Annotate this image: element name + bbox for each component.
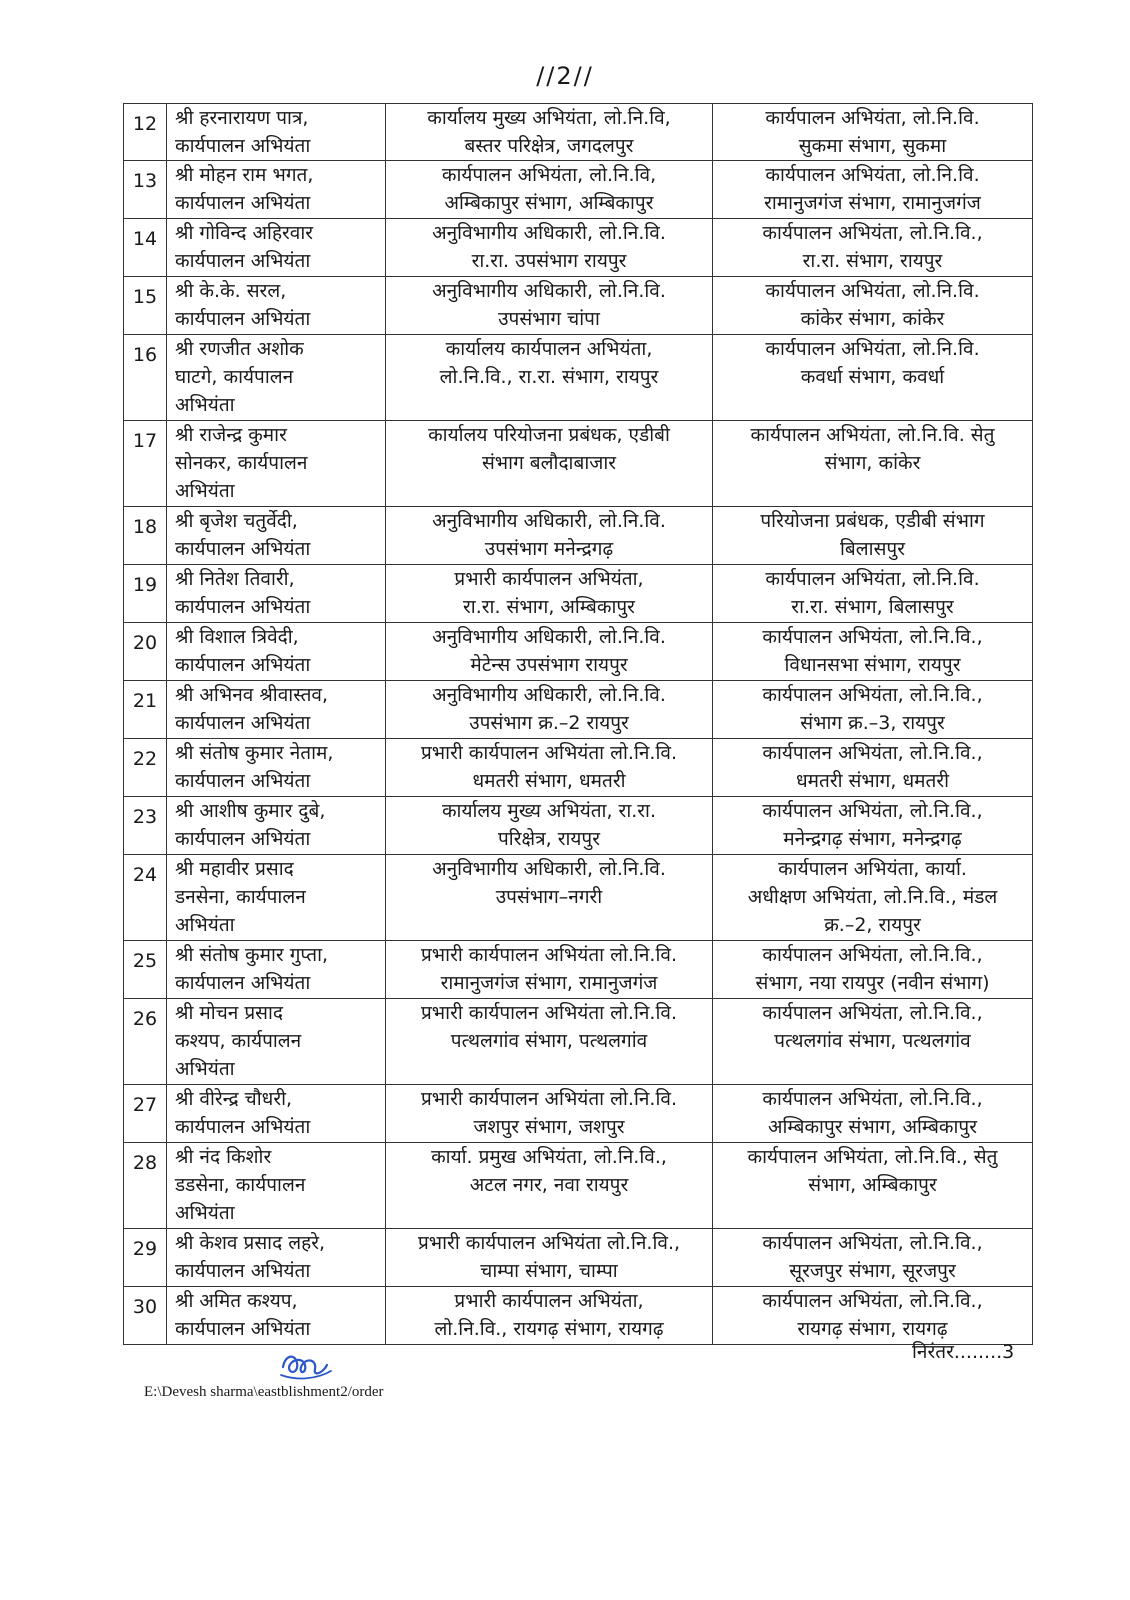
cell-text-line: अनुविभागीय अधिकारी, लो.नि.वि. (432, 626, 666, 648)
officer-name-cell (167, 277, 386, 335)
cell-text-line: कार्यपालन अभियंता, लो.नि.वि. (765, 568, 980, 590)
table-body (124, 104, 1033, 1345)
cell-text-line: उपसंभाग मनेन्द्रगढ़ (484, 538, 614, 560)
new-posting-cell (713, 1143, 1033, 1229)
cell-text-line: अभियंता (175, 394, 235, 416)
table-row (124, 1143, 1033, 1229)
cell-text-line: विधानसभा संभाग, रायपुर (784, 654, 961, 676)
cell-text-line: रा.रा. संभाग, बिलासपुर (791, 596, 954, 618)
cell-text-line: कार्यपालन अभियंता, लो.नि.वि., (762, 1088, 983, 1110)
cell-text-line: कार्यपालन अभियंता (175, 1318, 311, 1340)
table-row (124, 219, 1033, 277)
cell-text-line: श्री संतोष कुमार गुप्ता, (175, 944, 329, 966)
serial-number-cell: 20 (124, 623, 167, 681)
cell-text-line: पत्थलगांव संभाग, पत्थलगांव (774, 1030, 971, 1052)
page-number: //2// (536, 62, 594, 90)
table-row (124, 277, 1033, 335)
serial-number-cell: 29 (124, 1229, 167, 1287)
serial-number-cell: 24 (124, 855, 167, 941)
signature-icon (277, 1345, 337, 1385)
cell-text-line: श्री संतोष कुमार नेताम, (175, 742, 334, 764)
cell-text-line: धमतरी संभाग, धमतरी (795, 770, 950, 792)
new-posting-cell (713, 421, 1033, 507)
cell-text-line: प्रभारी कार्यपालन अभियंता लो.नि.वि. (420, 1088, 677, 1110)
new-posting-cell (713, 565, 1033, 623)
current-posting-cell (386, 219, 713, 277)
officer-name-cell (167, 797, 386, 855)
current-posting-cell (386, 1143, 713, 1229)
cell-text-line: कार्यपालन अभियंता (175, 712, 311, 734)
officer-name-cell (167, 507, 386, 565)
cell-text-line: कार्यपालन अभियंता, लो.नि.वि. (765, 107, 980, 129)
cell-text-line: प्रभारी कार्यपालन अभियंता लो.नि.वि. (420, 742, 677, 764)
cell-text-line: धमतरी संभाग, धमतरी (472, 770, 626, 792)
serial-number-cell: 21 (124, 681, 167, 739)
current-posting-cell (386, 855, 713, 941)
cell-text-line: अनुविभागीय अधिकारी, लो.नि.वि. (432, 858, 666, 880)
table-row (124, 104, 1033, 161)
table-row (124, 797, 1033, 855)
officer-name-cell (167, 739, 386, 797)
serial-number-cell: 15 (124, 277, 167, 335)
cell-text-line: घाटगे, कार्यपालन (175, 366, 294, 388)
cell-text-line: कार्यपालन अभियंता, लो.नि.वि., सेतु (747, 1146, 998, 1168)
current-posting-cell (386, 104, 713, 161)
cell-text-line: कार्यपालन अभियंता, लो.नि.वि., (762, 800, 983, 822)
cell-text-line: अनुविभागीय अधिकारी, लो.नि.वि. (432, 684, 666, 706)
cell-text-line: अभियंता (175, 1058, 235, 1080)
cell-text-line: श्री बृजेश चतुर्वेदी, (175, 510, 298, 532)
cell-text-line: श्री हरनारायण पात्र, (175, 107, 309, 129)
cell-text-line: प्रभारी कार्यपालन अभियंता लो.नि.वि., (417, 1232, 681, 1254)
cell-text-line: अम्बिकापुर संभाग, अम्बिकापुर (444, 192, 654, 214)
cell-text-line: कार्यपालन अभियंता (175, 828, 311, 850)
new-posting-cell (713, 1229, 1033, 1287)
cell-text-line: पत्थलगांव संभाग, पत्थलगांव (450, 1030, 648, 1052)
serial-number-cell: 12 (124, 104, 167, 161)
serial-number-cell: 26 (124, 999, 167, 1085)
table-row (124, 335, 1033, 421)
current-posting-cell (386, 999, 713, 1085)
cell-text-line: परियोजना प्रबंधक, एडीबी संभाग (760, 510, 985, 532)
serial-number-cell: 13 (124, 161, 167, 219)
cell-text-line: कार्यपालन अभियंता (175, 192, 311, 214)
cell-text-line: कार्यालय परियोजना प्रबंधक, एडीबी (428, 424, 670, 446)
cell-text-line: कार्यपालन अभियंता, लो.नि.वि., (762, 222, 983, 244)
cell-text-line: श्री विशाल त्रिवेदी, (175, 626, 299, 648)
cell-text-line: रा.रा. उपसंभाग रायपुर (471, 250, 627, 272)
cell-text-line: प्रभारी कार्यपालन अभियंता लो.नि.वि. (420, 944, 677, 966)
cell-text-line: श्री अमित कश्यप, (175, 1290, 298, 1312)
serial-number-cell: 28 (124, 1143, 167, 1229)
cell-text-line: कार्यपालन अभियंता, कार्या. (778, 858, 967, 880)
officer-name-cell (167, 219, 386, 277)
current-posting-cell (386, 941, 713, 999)
cell-text-line: रा.रा. संभाग, रायपुर (802, 250, 943, 272)
current-posting-cell (386, 565, 713, 623)
cell-text-line: कार्यपालन अभियंता, लो.नि.वि., (762, 1290, 983, 1312)
officer-name-cell (167, 565, 386, 623)
new-posting-cell (713, 681, 1033, 739)
cell-text-line: संभाग, नया रायपुर (नवीन संभाग) (755, 972, 990, 994)
new-posting-cell (713, 1085, 1033, 1143)
cell-text-line: रा.रा. संभाग, अम्बिकापुर (463, 596, 635, 618)
cell-text-line: बिलासपुर (840, 538, 905, 560)
cell-text-line: कार्यपालन अभियंता (175, 308, 311, 330)
cell-text-line: संभाग, अम्बिकापुर (808, 1174, 937, 1196)
cell-text-line: अभियंता (175, 1202, 235, 1224)
cell-text-line: कार्यालय मुख्य अभियंता, लो.नि.वि, (427, 107, 671, 129)
cell-text-line: कार्यपालन अभियंता, लो.नि.वि., (762, 1232, 983, 1254)
table-row (124, 739, 1033, 797)
cell-text-line: श्री नंद किशोर (175, 1146, 272, 1168)
cell-text-line: कार्यपालन अभियंता, लो.नि.वि. सेतु (750, 424, 995, 446)
officer-name-cell (167, 855, 386, 941)
table-row (124, 941, 1033, 999)
cell-text-line: परिक्षेत्र, रायपुर (498, 828, 600, 850)
cell-text-line: क्र.–2, रायपुर (824, 914, 921, 936)
cell-text-line: अधीक्षण अभियंता, लो.नि.वि., मंडल (747, 886, 998, 908)
cell-text-line: मनेन्द्रगढ़ संभाग, मनेन्द्रगढ़ (783, 828, 962, 850)
table-row (124, 855, 1033, 941)
officer-name-cell (167, 1287, 386, 1345)
officer-name-cell (167, 1143, 386, 1229)
cell-text-line: श्री राजेन्द्र कुमार (175, 424, 287, 446)
new-posting-cell (713, 941, 1033, 999)
cell-text-line: श्री गोविन्द अहिरवार (175, 222, 314, 244)
new-posting-cell (713, 999, 1033, 1085)
cell-text-line: प्रभारी कार्यपालन अभियंता, (454, 1290, 644, 1312)
cell-text-line: कार्यपालन अभियंता, लो.नि.वि., (762, 742, 983, 764)
new-posting-cell (713, 219, 1033, 277)
cell-text-line: उपसंभाग चांपा (498, 308, 600, 330)
current-posting-cell (386, 623, 713, 681)
table-row (124, 565, 1033, 623)
cell-text-line: कार्यपालन अभियंता, लो.नि.वि, (441, 164, 657, 186)
cell-text-line: प्रभारी कार्यपालन अभियंता, (454, 568, 644, 590)
cell-text-line: श्री वीरेन्द्र चौधरी, (175, 1088, 293, 1110)
cell-text-line: कार्यपालन अभियंता (175, 135, 311, 157)
current-posting-cell (386, 421, 713, 507)
cell-text-line: श्री अभिनव श्रीवास्तव, (175, 684, 329, 706)
cell-text-line: कश्यप, कार्यपालन (175, 1030, 302, 1052)
new-posting-cell (713, 855, 1033, 941)
current-posting-cell (386, 681, 713, 739)
current-posting-cell (386, 1287, 713, 1345)
cell-text-line: श्री के.के. सरल, (175, 280, 287, 302)
cell-text-line: रामानुजगंज संभाग, रामानुजगंज (764, 192, 981, 214)
cell-text-line: सोनकर, कार्यपालन (175, 452, 308, 474)
new-posting-cell (713, 797, 1033, 855)
cell-text-line: संभाग बलौदाबाजार (481, 452, 617, 474)
officer-name-cell (167, 681, 386, 739)
current-posting-cell (386, 161, 713, 219)
cell-text-line: श्री केशव प्रसाद लहरे, (175, 1232, 326, 1254)
table-row (124, 507, 1033, 565)
cell-text-line: कार्यपालन अभियंता, लो.नि.वि., (762, 944, 983, 966)
cell-text-line: कार्यपालन अभियंता, लो.नि.वि. (765, 164, 980, 186)
cell-text-line: सूरजपुर संभाग, सूरजपुर (789, 1260, 956, 1282)
serial-number-cell: 27 (124, 1085, 167, 1143)
table-row (124, 161, 1033, 219)
cell-text-line: प्रभारी कार्यपालन अभियंता लो.नि.वि. (420, 1002, 677, 1024)
current-posting-cell (386, 1085, 713, 1143)
current-posting-cell (386, 335, 713, 421)
continued-label: निरंतर........3 (912, 1341, 1015, 1363)
file-path: E:\Devesh sharma\eastblishment2/order (144, 1384, 384, 1400)
cell-text-line: कार्यपालन अभियंता (175, 654, 311, 676)
serial-number-cell: 16 (124, 335, 167, 421)
cell-text-line: रामानुजगंज संभाग, रामानुजगंज (440, 972, 658, 994)
cell-text-line: कार्यपालन अभियंता (175, 770, 311, 792)
cell-text-line: श्री महावीर प्रसाद (175, 858, 294, 880)
cell-text-line: चाम्पा संभाग, चाम्पा (480, 1260, 618, 1282)
cell-text-line: कार्यालय कार्यपालन अभियंता, (445, 338, 653, 360)
cell-text-line: कांकेर संभाग, कांकेर (800, 308, 945, 330)
cell-text-line: कार्यपालन अभियंता, लो.नि.वि., (762, 626, 983, 648)
table-row (124, 1229, 1033, 1287)
officer-name-cell (167, 104, 386, 161)
cell-text-line: संभाग, कांकेर (824, 452, 921, 474)
serial-number-cell: 18 (124, 507, 167, 565)
current-posting-cell (386, 507, 713, 565)
cell-text-line: लो.नि.वि., रायगढ़ संभाग, रायगढ़ (434, 1318, 664, 1340)
cell-text-line: श्री नितेश तिवारी, (175, 568, 295, 590)
new-posting-cell (713, 161, 1033, 219)
cell-text-line: कार्यपालन अभियंता, लो.नि.वि. (765, 280, 980, 302)
current-posting-cell (386, 797, 713, 855)
cell-text-line: कार्यपालन अभियंता, लो.नि.वि. (765, 338, 980, 360)
cell-text-line: श्री रणजीत अशोक (175, 338, 304, 360)
cell-text-line: श्री मोचन प्रसाद (175, 1002, 284, 1024)
cell-text-line: श्री आशीष कुमार दुबे, (175, 800, 326, 822)
current-posting-cell (386, 739, 713, 797)
cell-text-line: अभियंता (175, 914, 235, 936)
cell-text-line: कार्यपालन अभियंता (175, 596, 311, 618)
cell-text-line: उपसंभाग–नगरी (495, 886, 603, 908)
cell-text-line: अटल नगर, नवा रायपुर (469, 1174, 629, 1196)
cell-text-line: कार्यपालन अभियंता (175, 1116, 311, 1138)
cell-text-line: अभियंता (175, 480, 235, 502)
officer-name-cell (167, 335, 386, 421)
cell-text-line: डडसेना, कार्यपालन (175, 1174, 306, 1196)
officer-name-cell (167, 999, 386, 1085)
cell-text-line: कवर्धा संभाग, कवर्धा (800, 366, 945, 388)
cell-text-line: लो.नि.वि., रा.रा. संभाग, रायपुर (439, 366, 659, 388)
cell-text-line: संभाग क्र.–3, रायपुर (800, 712, 945, 734)
cell-text-line: अम्बिकापुर संभाग, अम्बिकापुर (767, 1116, 977, 1138)
cell-text-line: अनुविभागीय अधिकारी, लो.नि.वि. (432, 280, 666, 302)
serial-number-cell: 14 (124, 219, 167, 277)
officer-name-cell (167, 623, 386, 681)
serial-number-cell: 23 (124, 797, 167, 855)
officer-name-cell (167, 421, 386, 507)
cell-text-line: कार्या. प्रमुख अभियंता, लो.नि.वि., (431, 1146, 667, 1168)
new-posting-cell (713, 507, 1033, 565)
cell-text-line: कार्यपालन अभियंता (175, 1260, 311, 1282)
officer-name-cell (167, 1085, 386, 1143)
cell-text-line: श्री मोहन राम भगत, (175, 164, 314, 186)
table-row (124, 623, 1033, 681)
current-posting-cell (386, 277, 713, 335)
cell-text-line: कार्यपालन अभियंता, लो.नि.वि., (762, 684, 983, 706)
table-row (124, 421, 1033, 507)
serial-number-cell: 17 (124, 421, 167, 507)
new-posting-cell (713, 739, 1033, 797)
cell-text-line: उपसंभाग क्र.–2 रायपुर (469, 712, 629, 734)
new-posting-cell (713, 623, 1033, 681)
cell-text-line: सुकमा संभाग, सुकमा (798, 135, 947, 157)
cell-text-line: मेटेन्स उपसंभाग रायपुर (470, 654, 628, 676)
cell-text-line: कार्यपालन अभियंता (175, 250, 311, 272)
cell-text-line: अनुविभागीय अधिकारी, लो.नि.वि. (432, 222, 666, 244)
cell-text-line: कार्यालय मुख्य अभियंता, रा.रा. (441, 800, 657, 822)
cell-text-line: कार्यपालन अभियंता, लो.नि.वि., (762, 1002, 983, 1024)
cell-text-line: जशपुर संभाग, जशपुर (473, 1116, 625, 1138)
serial-number-cell: 22 (124, 739, 167, 797)
serial-number-cell: 19 (124, 565, 167, 623)
table-row (124, 1085, 1033, 1143)
cell-text-line: रायगढ़ संभाग, रायगढ़ (797, 1318, 948, 1340)
cell-text-line: बस्तर परिक्षेत्र, जगदलपुर (464, 135, 634, 157)
transfer-table (123, 103, 1033, 1345)
new-posting-cell (713, 277, 1033, 335)
officer-name-cell (167, 1229, 386, 1287)
serial-number-cell: 25 (124, 941, 167, 999)
new-posting-cell (713, 104, 1033, 161)
cell-text-line: कार्यपालन अभियंता (175, 972, 311, 994)
cell-text-line: कार्यपालन अभियंता (175, 538, 311, 560)
officer-name-cell (167, 941, 386, 999)
new-posting-cell (713, 335, 1033, 421)
new-posting-cell (713, 1287, 1033, 1345)
cell-text-line: अनुविभागीय अधिकारी, लो.नि.वि. (432, 510, 666, 532)
table-row (124, 681, 1033, 739)
serial-number-cell: 30 (124, 1287, 167, 1345)
table-row (124, 1287, 1033, 1345)
current-posting-cell (386, 1229, 713, 1287)
table-row (124, 999, 1033, 1085)
cell-text-line: डनसेना, कार्यपालन (175, 886, 306, 908)
officer-name-cell (167, 161, 386, 219)
